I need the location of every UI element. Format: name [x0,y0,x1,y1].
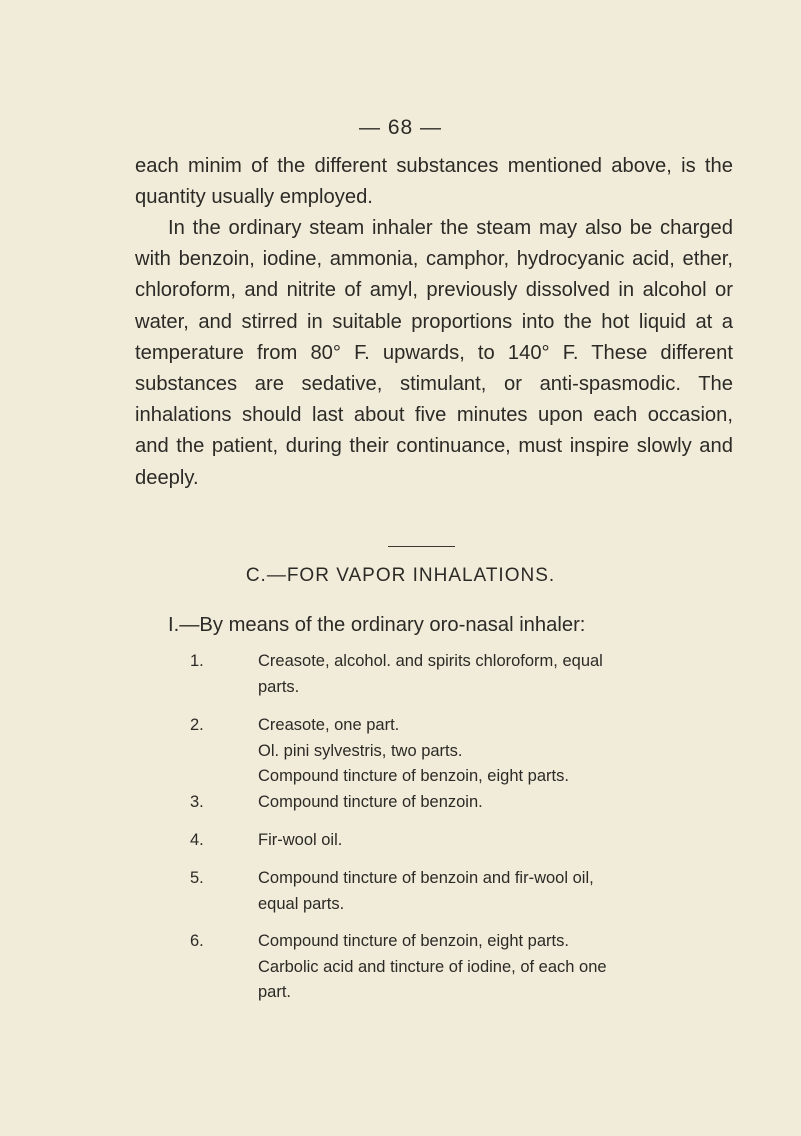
paragraph-continued-text: each minim of the different substances mentioned above, is the quantity usually employed. [135,155,733,209]
recipe-line: part. [258,983,292,1001]
recipe-item [190,713,730,790]
recipe-item [190,790,730,816]
recipe-number: 6. [190,932,204,950]
recipe-number: 3. [190,793,204,811]
recipe-line: Carbolic acid and tincture of iodine, of each one [258,957,607,976]
recipe-line: Compound tincture of benzoin. [258,793,483,811]
recipe-number: 1. [190,652,204,670]
recipe-number: 5. [190,869,204,887]
recipe-number: 2. [190,716,204,734]
recipe-line: Ol. pini sylvestris, two parts. [258,741,463,760]
recipe-line: Compound tincture of benzoin, eight parts. [258,932,569,950]
recipe-line: Creasote, one part. [258,716,400,734]
recipe-line: Compound tincture of benzoin, eight parts. [258,767,569,785]
page-number: — 68 — [358,116,443,139]
recipe-item [190,828,730,854]
recipe-item [190,929,730,1006]
paragraph-continued [135,151,733,213]
section-heading: C.—FOR VAPOR INHALATIONS. [245,565,556,586]
recipe-item [190,866,730,917]
recipe-number: 4. [190,831,204,849]
recipe-line: Fir-wool oil. [258,831,343,849]
recipe-line: equal parts. [258,894,345,913]
recipe-line: Compound tincture of benzoin and fir-wool oil, [258,869,594,887]
subsection-heading: I.—By means of the ordinary oro-nasal inhaler: [168,614,586,636]
paragraph-steam-inhaler [135,213,733,494]
paragraph-steam-inhaler-text: In the ordinary steam inhaler the steam may also be charged with benzoin, iodine, ammonia, camphor, hydrocyanic acid, ether, chloroform, and nitrite of amyl, previously dissolved in alcohol or water, and stirred in suitable proportions into the hot liquid at a temperature from 80° F. upwards, to 140° F. These different substances are sedative, stimulant, or anti-spasmodic. The inhalations should last about five minutes upon each occasion, and the patient, during their continuance, must inspire slowly and deeply. [135,217,733,489]
recipe-line: Creasote, alcohol. and spirits chloroform, equal [258,652,603,670]
section-divider [388,546,455,547]
recipe-line: parts. [258,677,300,696]
recipe-item [190,649,730,700]
